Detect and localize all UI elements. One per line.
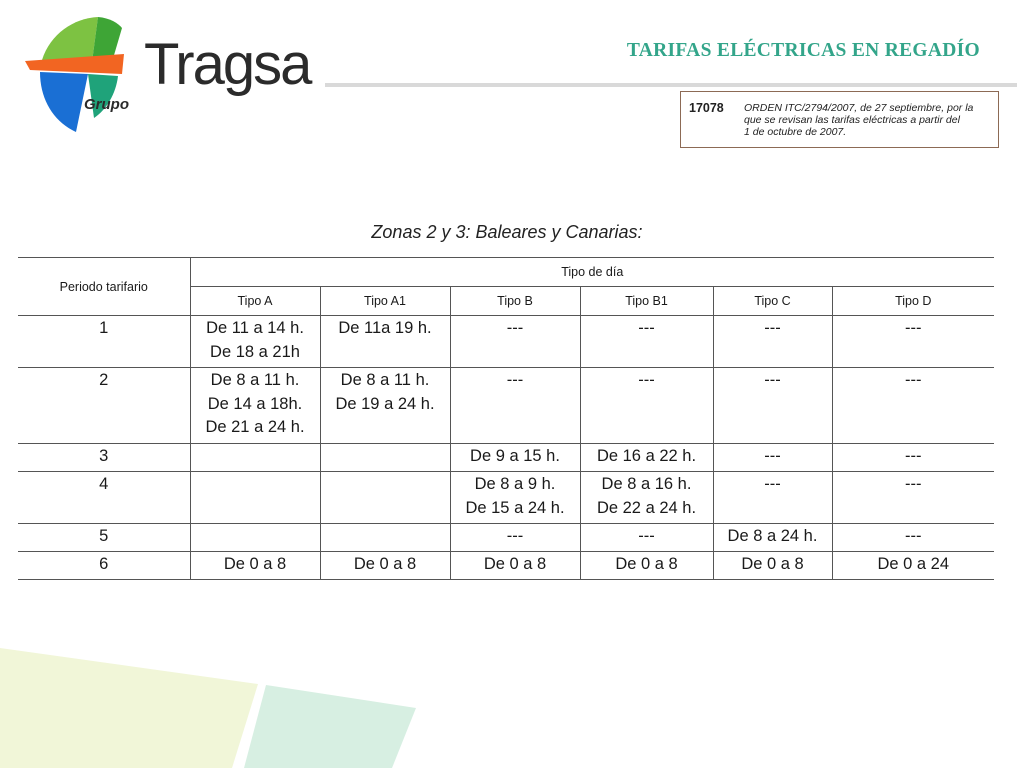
schedule-line: --- <box>905 527 922 545</box>
schedule-cell <box>580 472 713 524</box>
table-row <box>18 444 994 472</box>
schedule-cell <box>580 444 713 472</box>
schedule-cell <box>320 524 450 552</box>
schedule-line: --- <box>764 475 781 493</box>
schedule-line: --- <box>905 371 922 389</box>
schedule-cell <box>450 316 580 368</box>
logo-mark-icon <box>22 14 142 139</box>
schedule-cell <box>190 472 320 524</box>
schedule-cell <box>190 552 320 580</box>
schedule-line: De 9 a 15 h. <box>470 447 560 465</box>
schedule-cell <box>580 368 713 444</box>
schedule-cell <box>832 316 994 368</box>
schedule-cell <box>190 368 320 444</box>
schedule-line: De 11a 19 h. <box>338 319 432 337</box>
table-row <box>18 316 994 368</box>
schedule-cell <box>713 368 832 444</box>
schedule-line: De 22 a 24 h. <box>596 498 697 517</box>
schedule-cell <box>450 524 580 552</box>
schedule-line: De 0 a 8 <box>483 555 547 573</box>
schedule-cell <box>713 552 832 580</box>
schedule-line: De 8 a 11 h. <box>210 371 300 389</box>
schedule-line: --- <box>764 447 781 465</box>
schedule-line: De 8 a 9 h. <box>474 475 556 493</box>
tariff-table <box>18 257 994 580</box>
column-header: Tipo C <box>713 287 832 316</box>
schedule-cell <box>450 552 580 580</box>
column-header: Tipo A <box>190 287 320 316</box>
schedule-cell <box>190 316 320 368</box>
schedule-line: --- <box>764 371 781 389</box>
schedule-cell <box>450 368 580 444</box>
column-header: Tipo A1 <box>320 287 450 316</box>
schedule-line: De 0 a 8 <box>615 555 678 573</box>
schedule-line: De 18 a 21h <box>210 342 300 361</box>
schedule-cell <box>190 444 320 472</box>
schedule-line: --- <box>506 319 524 337</box>
logo-wordmark: Tragsa <box>144 32 311 97</box>
page-title: TARIFAS ELÉCTRICAS EN REGADÍO <box>626 40 980 61</box>
schedule-line: De 0 a 24 <box>877 555 950 573</box>
schedule-cell <box>580 524 713 552</box>
schedule-line: --- <box>506 527 524 545</box>
decorative-bands-icon <box>0 640 1024 768</box>
schedule-cell <box>450 444 580 472</box>
column-header: Tipo D <box>832 287 994 316</box>
schedule-line: --- <box>905 447 922 465</box>
schedule-line: --- <box>905 319 922 337</box>
table-row <box>18 368 994 444</box>
schedule-line: De 16 a 22 h. <box>596 447 697 465</box>
schedule-cell <box>832 444 994 472</box>
schedule-cell <box>320 444 450 472</box>
period-cell: 4 <box>18 472 190 524</box>
day-type-header: Tipo de día <box>190 258 994 287</box>
period-cell: 5 <box>18 524 190 552</box>
schedule-line: --- <box>905 475 922 493</box>
column-header: Tipo B <box>450 287 580 316</box>
schedule-cell <box>832 472 994 524</box>
column-header: Tipo B1 <box>580 287 713 316</box>
reference-line: 1 de octubre de 2007. <box>744 126 847 138</box>
schedule-line: De 8 a 11 h. <box>340 371 430 389</box>
reference-line: que se revisan las tarifas eléctricas a partir del <box>744 114 960 126</box>
period-cell: 6 <box>18 552 190 580</box>
table-row <box>18 524 994 552</box>
schedule-cell <box>713 524 832 552</box>
table-row <box>18 472 994 524</box>
schedule-line: De 11 a 14 h. <box>206 319 304 337</box>
schedule-cell <box>713 472 832 524</box>
table-row <box>18 552 994 580</box>
schedule-line: De 8 a 16 h. <box>601 475 692 493</box>
schedule-cell <box>320 368 450 444</box>
schedule-line: --- <box>506 371 524 389</box>
schedule-cell <box>320 316 450 368</box>
schedule-line: De 0 a 8 <box>741 555 804 573</box>
schedule-cell <box>320 552 450 580</box>
tragsa-logo <box>22 14 311 139</box>
schedule-cell <box>832 552 994 580</box>
schedule-cell <box>320 472 450 524</box>
schedule-cell <box>580 316 713 368</box>
schedule-line: --- <box>638 319 655 337</box>
period-header: Periodo tarifario <box>18 258 190 316</box>
schedule-line: De 0 a 8 <box>223 555 287 573</box>
reference-line: ORDEN ITC/2794/2007, de 27 septiembre, por la <box>744 102 974 114</box>
schedule-line: --- <box>638 371 655 389</box>
schedule-line: --- <box>638 527 655 545</box>
header-divider <box>325 83 1017 87</box>
schedule-cell <box>580 552 713 580</box>
schedule-line: De 14 a 18h. <box>207 394 303 413</box>
period-cell: 3 <box>18 444 190 472</box>
schedule-line: De 21 a 24 h. <box>205 418 305 436</box>
schedule-line: --- <box>764 319 781 337</box>
reference-box <box>680 91 999 148</box>
period-cell: 2 <box>18 368 190 444</box>
schedule-line: De 15 a 24 h. <box>465 498 565 517</box>
schedule-cell <box>832 368 994 444</box>
reference-number: 17078 <box>689 101 724 115</box>
schedule-line: De 19 a 24 h. <box>335 394 435 413</box>
schedule-line: De 8 a 24 h. <box>727 527 818 545</box>
schedule-cell <box>713 444 832 472</box>
schedule-line: De 0 a 8 <box>353 555 417 573</box>
schedule-cell <box>713 316 832 368</box>
schedule-cell <box>450 472 580 524</box>
table-caption: Zonas 2 y 3: Baleares y Canarias: <box>371 222 643 242</box>
logo-subtitle: Grupo <box>84 96 129 113</box>
reference-text <box>744 102 996 138</box>
schedule-cell <box>190 524 320 552</box>
schedule-cell <box>832 524 994 552</box>
period-cell: 1 <box>18 316 190 368</box>
